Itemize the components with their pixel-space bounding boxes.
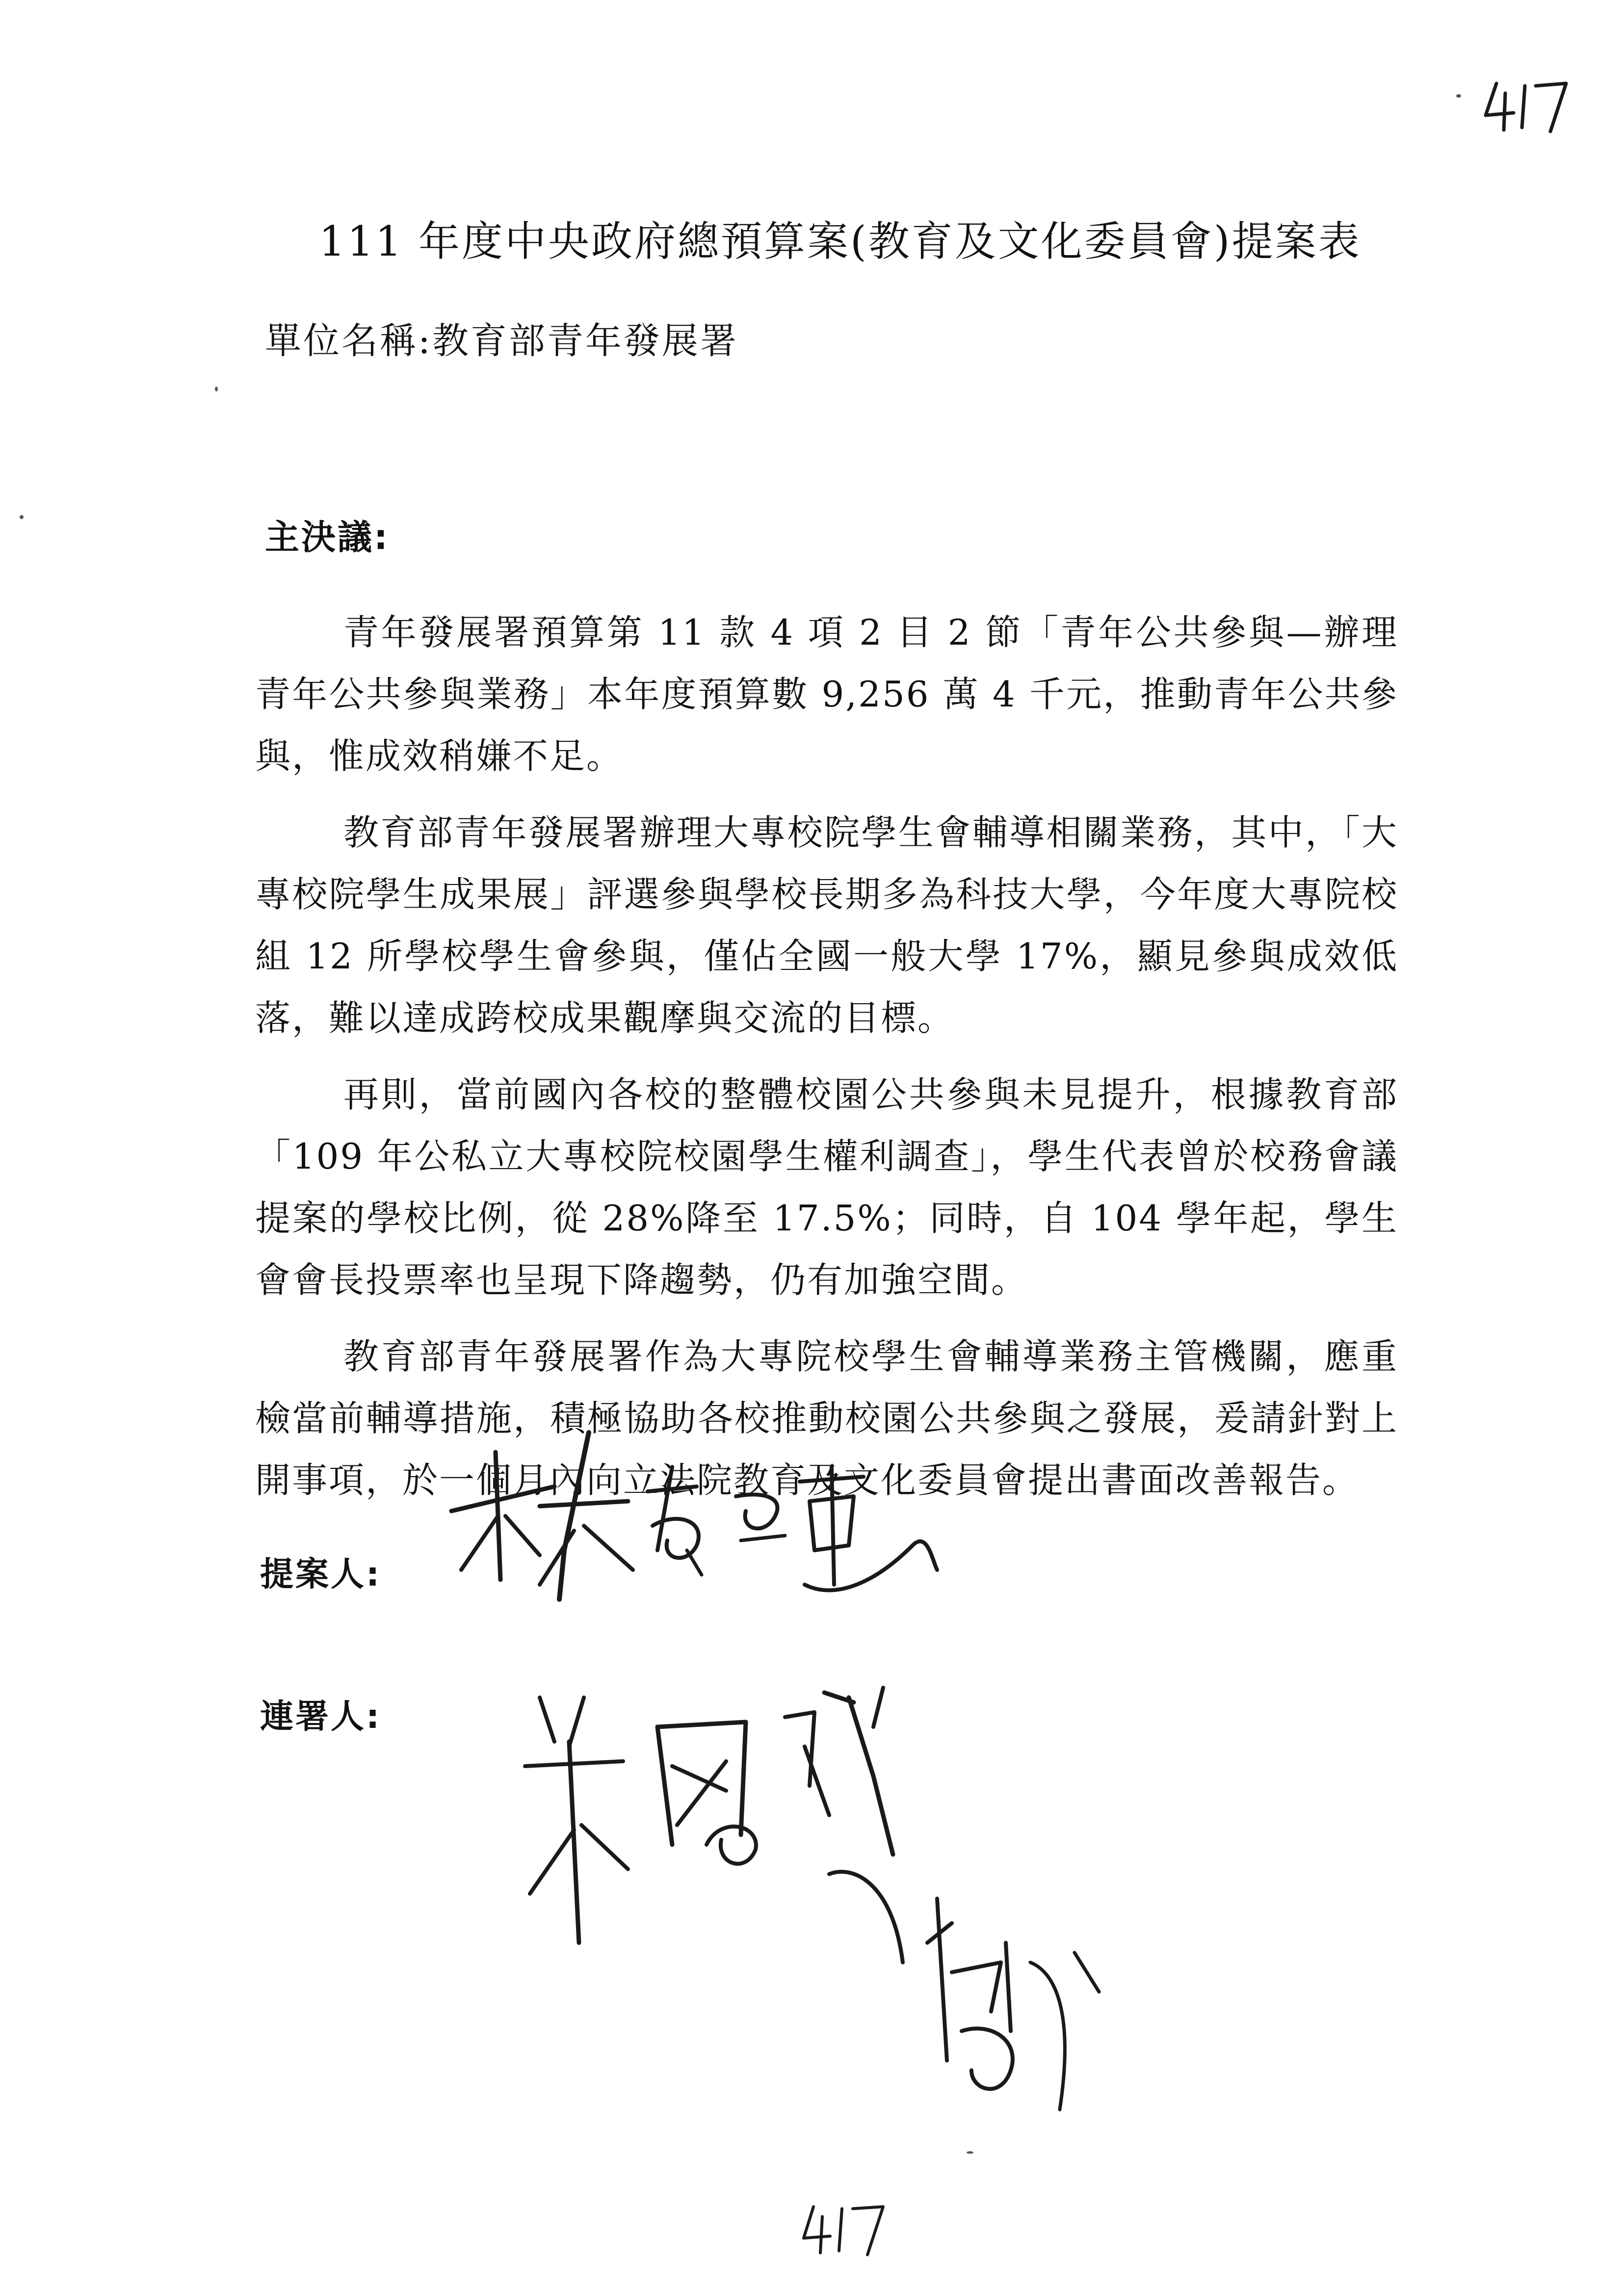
handwritten-page-number-bottom xyxy=(795,2198,893,2262)
cosigner-signature xyxy=(510,1668,1158,2134)
scan-speck xyxy=(1456,94,1461,98)
resolution-heading: 主決議: xyxy=(265,517,390,557)
unit-line xyxy=(265,314,738,368)
proposer-signature xyxy=(442,1423,957,1658)
paragraph-4: 教育部青年發展署作為大專院校學生會輔導業務主管機關，應重檢當前輔導措施，積極協助各校推動校園公共參與之發展，爰請針對上開事項，於一個月內向立法院教育及文化委員會提出書面改善報告。 xyxy=(255,1336,1398,1501)
handwritten-signature-cosigner xyxy=(510,1668,1158,2134)
page-number-top xyxy=(1477,74,1575,137)
scan-speck xyxy=(215,387,218,391)
page-number-bottom xyxy=(795,2198,893,2262)
proposer-label: 提案人: xyxy=(260,1555,382,1594)
scan-speck xyxy=(967,2151,973,2154)
cosigner-label: 連署人: xyxy=(260,1697,382,1736)
paragraph-3: 再則，當前國內各校的整體校園公共參與未見提升，根據教育部「109 年公私立大專校院校園學生權利調查」，學生代表曾於校務會議提案的學校比例，從 28%降至 17.5%；同時，自 104 學年起，學生會會長投票率也呈現下降趨勢，仍有加強空間。 xyxy=(255,1074,1398,1301)
resolution-body xyxy=(255,601,1398,1526)
scan-speck xyxy=(20,515,24,519)
handwritten-signature-proposer xyxy=(442,1423,957,1658)
unit-name: 教育部青年發展署 xyxy=(432,320,738,362)
unit-label: 單位名稱: xyxy=(265,320,432,362)
handwritten-page-number-top xyxy=(1477,74,1575,137)
paragraph-1: 青年發展署預算第 11 款 4 項 2 目 2 節「青年公共參與—辦理青年公共參與業務」本年度預算數 9,256 萬 4 千元，推動青年公共參與，惟成效稍嫌不足。 xyxy=(255,612,1398,777)
paragraph-2: 教育部青年發展署辦理大專校院學生會輔導相關業務，其中，「大專校院學生成果展」評選參與學校長期多為科技大學，今年度大專院校組 12 所學校學生會參與，僅佔全國一般大學 17%，顯見參與成效低落，難以達成跨校成果觀摩與交流的目標。 xyxy=(255,812,1398,1039)
document-title: 111 年度中央政府總預算案(教育及文化委員會)提案表 xyxy=(319,217,1362,265)
